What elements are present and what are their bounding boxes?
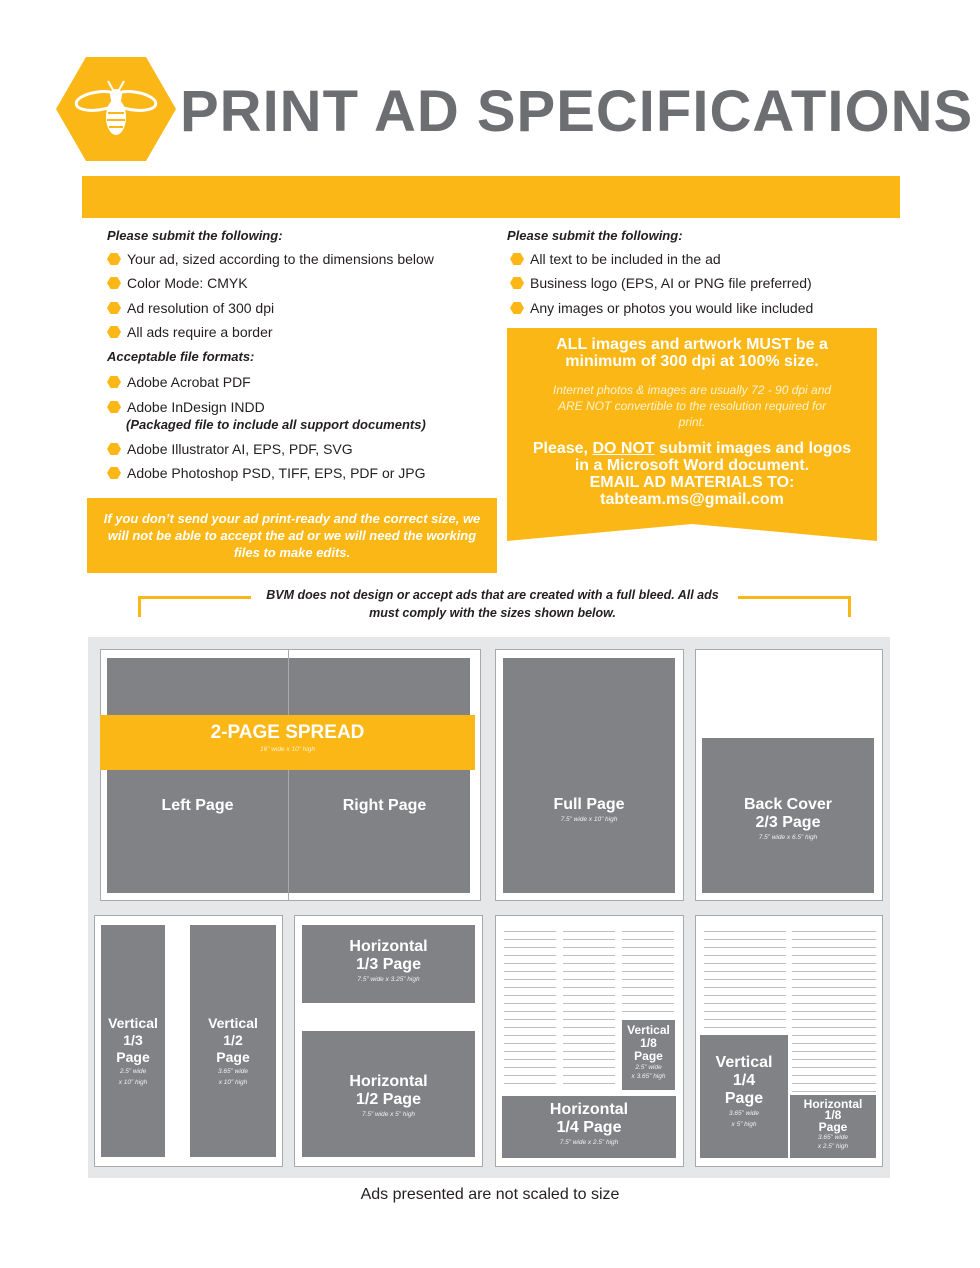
vertical-eighth-fraction: 1/8 xyxy=(640,1036,657,1050)
vertical-third-ad xyxy=(101,925,165,1157)
email-label: EMAIL AD MATERIALS TO: xyxy=(589,474,795,491)
hexagon-bullet-icon xyxy=(107,276,121,290)
horizontal-eighth-page: Page xyxy=(818,1120,848,1134)
horizontal-quarter-dims: 7.5” wide x 2.5” high xyxy=(559,1139,619,1146)
list-item: Business logo (EPS, AI or PNG file preferred) xyxy=(510,275,812,291)
text-lines xyxy=(704,924,786,1032)
vertical-quarter-width: 3.65” wide xyxy=(729,1110,759,1117)
full-bleed-note: BVM does not design or accept ads that are created with a full bleed. All ads must comply with the sizes shown below. xyxy=(266,588,719,620)
left-heading: Please submit the following: xyxy=(107,228,283,243)
list-item: Adobe InDesign INDD xyxy=(107,399,265,415)
horizontal-eighth-ad xyxy=(790,1095,876,1158)
horizontal-third-fraction: 1/3 Page xyxy=(356,956,421,973)
page-title: PRINT AD SPECIFICATIONS xyxy=(180,79,974,144)
vertical-third-height: x 10” high xyxy=(118,1079,148,1086)
requirements-box xyxy=(507,328,877,541)
list-item: All text to be included in the ad xyxy=(510,251,721,267)
vertical-quarter-label: Vertical xyxy=(715,1054,773,1071)
spread-label: 2-PAGE SPREAD xyxy=(210,722,365,743)
vertical-third-page: Page xyxy=(116,1049,150,1065)
formats-heading: Acceptable file formats: xyxy=(107,349,255,364)
hexagon-bullet-icon xyxy=(107,325,121,339)
hexagon-bullet-icon xyxy=(107,375,121,389)
vertical-quarter-fraction: 1/4 xyxy=(732,1072,756,1089)
text-lines xyxy=(622,924,674,1018)
list-item: Adobe Illustrator AI, EPS, PDF, SVG xyxy=(107,441,353,457)
do-not-text: DO NOT xyxy=(592,440,655,457)
vertical-eighth-page: Page xyxy=(634,1049,663,1063)
hexagon-bullet-icon xyxy=(510,301,524,315)
horizontal-half-fraction: 1/2 Page xyxy=(356,1091,421,1108)
hexagon-bullet-icon xyxy=(107,252,121,266)
vertical-eighth-ad xyxy=(622,1020,675,1090)
word-doc-text: submit images and logos in a Microsoft Word document. xyxy=(574,440,852,474)
list-item: Color Mode: CMYK xyxy=(107,275,248,291)
email-address[interactable]: tabteam.ms@gmail.com xyxy=(600,491,784,508)
vertical-quarter-ad xyxy=(700,1035,788,1158)
resolution-requirement: ALL images and artwork MUST be a minimum of 300 dpi at 100% size. xyxy=(556,336,828,370)
list-item: All ads require a border xyxy=(107,324,273,340)
horizontal-eighth-height: x 2.5” high xyxy=(817,1143,849,1150)
vertical-third-label: Vertical xyxy=(108,1015,158,1031)
right-page-ad xyxy=(289,658,470,893)
right-heading: Please submit the following: xyxy=(507,228,683,243)
indd-note: (Packaged file to include all support documents) xyxy=(126,417,426,432)
vertical-half-width: 3.65” wide xyxy=(218,1068,248,1075)
horizontal-eighth-label: Horizontal xyxy=(803,1097,863,1111)
hexagon-bullet-icon xyxy=(510,276,524,290)
vertical-third-width: 2.5” wide xyxy=(119,1068,147,1075)
full-page-dims: 7.5” wide x 10” high xyxy=(560,816,618,823)
full-page-ad xyxy=(503,658,675,893)
warning-box: If you don’t send your ad print-ready and the correct size, we will not be able to accept the ad or we will need the working files to make edits. xyxy=(87,498,497,573)
text-lines xyxy=(504,924,556,1090)
horizontal-half-label: Horizontal xyxy=(349,1073,428,1090)
horizontal-third-ad xyxy=(302,925,475,1003)
spread-fold xyxy=(288,649,289,901)
hexagon-bullet-icon xyxy=(107,301,121,315)
vertical-half-height: x 10” high xyxy=(218,1079,248,1086)
hexagon-bullet-icon xyxy=(107,442,121,456)
horizontal-third-label: Horizontal xyxy=(349,938,428,955)
vertical-eighth-label: Vertical xyxy=(627,1023,670,1037)
vertical-third-fraction: 1/3 xyxy=(123,1032,143,1048)
list-item: Adobe Acrobat PDF xyxy=(107,374,251,390)
horizontal-eighth-width: 3.65” wide xyxy=(818,1134,848,1141)
vertical-half-label: Vertical xyxy=(208,1015,258,1031)
vertical-half-fraction: 1/2 xyxy=(223,1032,243,1048)
list-item: Ad resolution of 300 dpi xyxy=(107,300,274,316)
bee-hexagon-icon xyxy=(56,57,176,161)
list-item: Any images or photos you would like included xyxy=(510,300,813,316)
left-page-label: Left Page xyxy=(161,797,234,814)
list-item: Adobe Photoshop PSD, TIFF, EPS, PDF or JPG xyxy=(107,465,426,481)
spread-dims: 16” wide x 10” high xyxy=(260,746,315,753)
horizontal-quarter-label: Horizontal xyxy=(549,1101,629,1118)
please-text: Please, xyxy=(532,440,588,457)
internet-photos-note: Internet photos & images are usually 72 - 90 dpi and ARE NOT convertible to the resolution required for print. xyxy=(552,383,832,429)
vertical-quarter-height: x 5” high xyxy=(731,1121,757,1128)
full-page-label: Full Page xyxy=(553,796,625,813)
hexagon-bullet-icon xyxy=(107,466,121,480)
back-cover-ad xyxy=(702,738,874,893)
bracket-left xyxy=(138,596,251,617)
text-lines xyxy=(563,924,615,1090)
back-cover-fraction: 2/3 Page xyxy=(755,814,821,831)
back-cover-label: Back Cover xyxy=(743,796,833,813)
horizontal-half-ad xyxy=(302,1031,475,1157)
bracket-right xyxy=(738,596,851,617)
vertical-half-page: Page xyxy=(216,1049,250,1065)
vertical-half-ad xyxy=(190,925,276,1157)
spread-banner xyxy=(100,715,475,770)
back-cover-dims: 7.5” wide x 6.5” high xyxy=(758,834,818,841)
text-lines xyxy=(792,924,876,1092)
right-page-label: Right Page xyxy=(342,797,427,814)
title-underline-bar xyxy=(82,176,900,218)
horizontal-eighth-fraction: 1/8 xyxy=(824,1108,842,1122)
horizontal-quarter-fraction: 1/4 Page xyxy=(556,1119,622,1136)
horizontal-third-dims: 7.5” wide x 3.25” high xyxy=(357,976,420,983)
hexagon-bullet-icon xyxy=(510,252,524,266)
vertical-eighth-width: 2.5” wide xyxy=(635,1064,662,1071)
horizontal-half-dims: 7.5” wide x 5” high xyxy=(361,1111,416,1118)
hexagon-bullet-icon xyxy=(107,400,121,414)
vertical-quarter-page: Page xyxy=(724,1090,764,1107)
left-page-ad xyxy=(107,658,288,893)
footer-note: Ads presented are not scaled to size xyxy=(360,1186,620,1203)
vertical-eighth-height: x 3.65” high xyxy=(631,1073,666,1080)
list-item: Your ad, sized according to the dimensions below xyxy=(107,251,434,267)
horizontal-quarter-ad xyxy=(502,1096,676,1158)
